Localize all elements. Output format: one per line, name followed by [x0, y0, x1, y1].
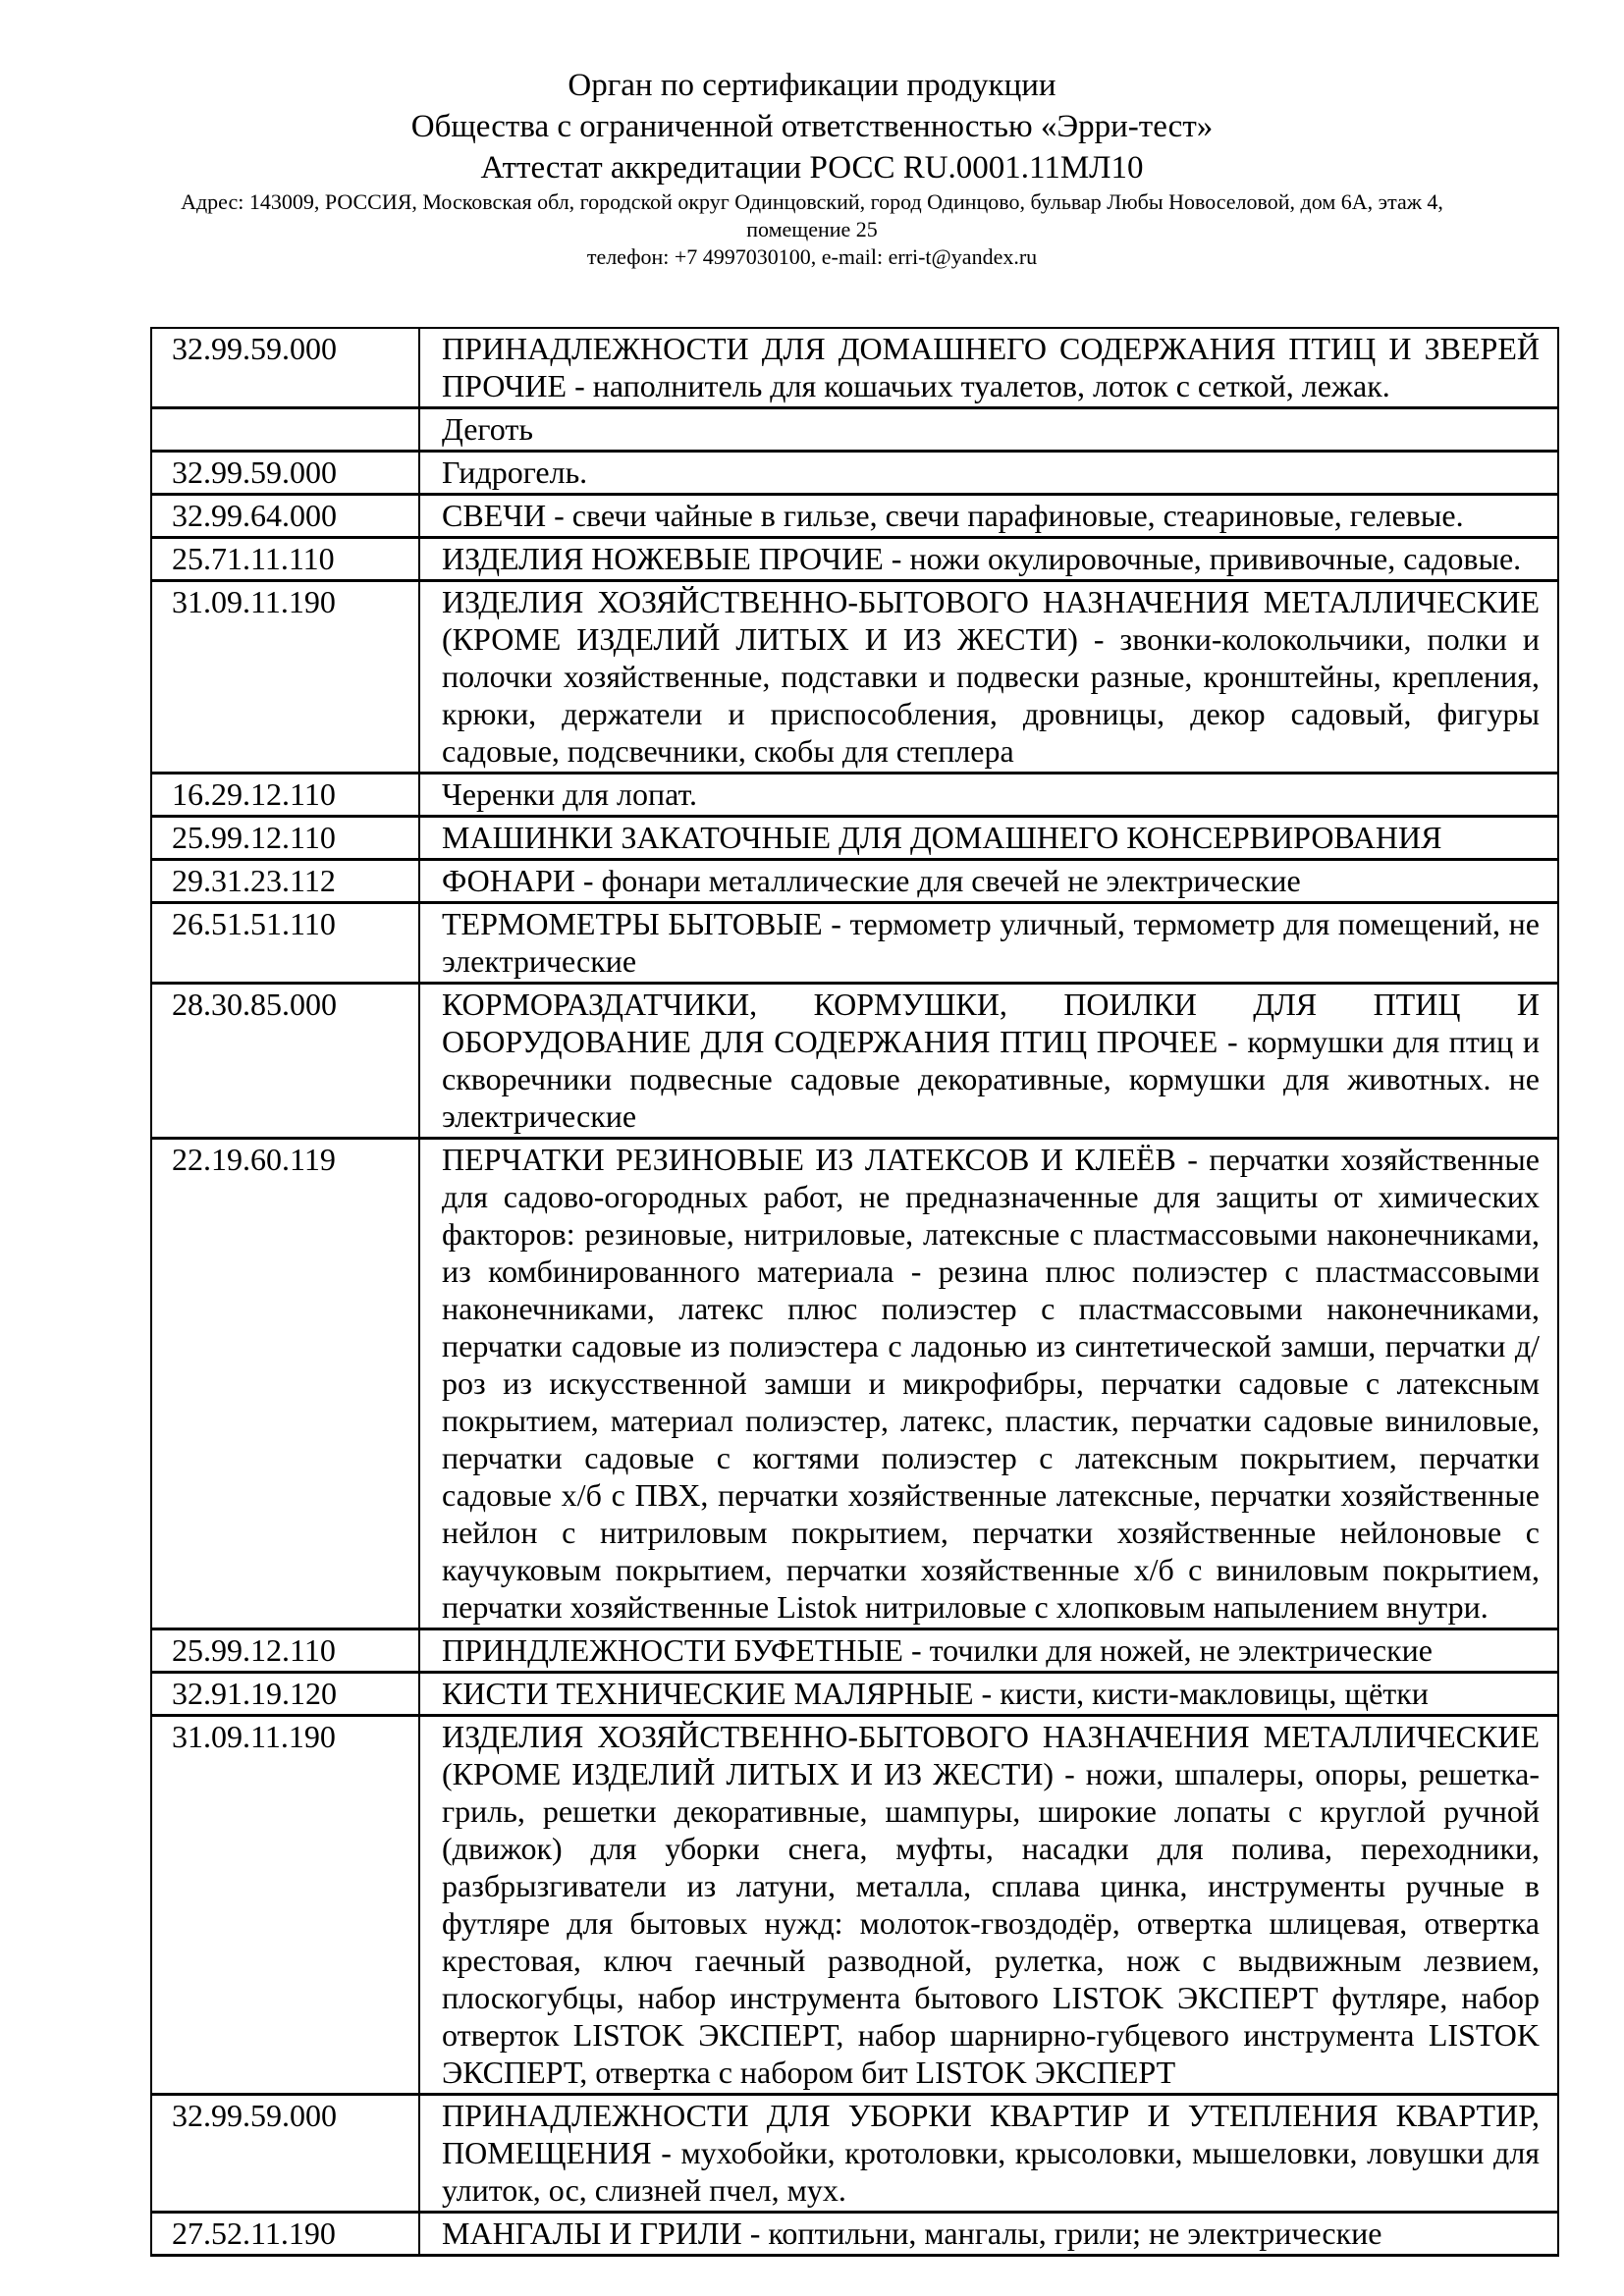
table-row: [151, 1716, 1558, 2095]
product-description-cell: ИЗДЕЛИЯ НОЖЕВЫЕ ПРОЧИЕ - ножи окулировочные, прививочные, садовые.: [419, 538, 1558, 581]
table-row: [151, 984, 1558, 1139]
product-description-cell: ИЗДЕЛИЯ ХОЗЯЙСТВЕННО-БЫТОВОГО НАЗНАЧЕНИЯ МЕТАЛЛИЧЕСКИЕ (КРОМЕ ИЗДЕЛИЙ ЛИТЫХ И ИЗ ЖЕСТИ) - ножи, шпалеры, опоры, решетка-гриль, решетки декоративные, шампуры, широкие лопаты с круглой ручной (движок) для уборки снега, муфты, насадки для полива, переходники, разбрызгиватели из латуни, металла, сплава цинка, инструменты ручные в футляре для бытовых нужд: молоток-гвоздодёр, отвертка шлицевая, отвертка крестовая, ключ гаечный разводной, рулетка, нож с выдвижным лезвием, плоскогубцы, набор инструмента бытового LISTOK ЭКСПЕРТ футляре, набор отверток LISTOK ЭКСПЕРТ, набор шарнирно-губцевого инструмента LISTOK ЭКСПЕРТ, отвертка с набором бит LISTOK ЭКСПЕРТ: [419, 1716, 1558, 2095]
product-code-cell: 28.30.85.000: [151, 984, 419, 1139]
address-line-1: Адрес: 143009, РОССИЯ, Московская обл, городской округ Одинцовский, город Одинцово, бульвар Любы Новоселовой, дом 6А, этаж 4,: [181, 189, 1443, 214]
address-line-2: помещение 25: [746, 217, 878, 241]
product-code-cell: 16.29.12.110: [151, 774, 419, 817]
table-row: [151, 817, 1558, 860]
product-description-cell: Деготь: [419, 408, 1558, 452]
product-description-cell: СВЕЧИ - свечи чайные в гильзе, свечи парафиновые, стеариновые, гелевые.: [419, 495, 1558, 538]
table-row: [151, 1673, 1558, 1716]
table-row: [151, 581, 1558, 774]
table-row: [151, 903, 1558, 984]
product-code-cell: 29.31.23.112: [151, 860, 419, 903]
product-description-cell: ФОНАРИ - фонари металлические для свечей не электрические: [419, 860, 1558, 903]
product-code-cell: 32.99.59.000: [151, 328, 419, 408]
product-code-cell: 31.09.11.190: [151, 1716, 419, 2095]
table-row: [151, 328, 1558, 408]
document-header: [0, 0, 1624, 271]
table-row: [151, 452, 1558, 495]
certification-body-title: Орган по сертификации продукции: [568, 68, 1056, 103]
product-description-cell: Черенки для лопат.: [419, 774, 1558, 817]
accreditation-number: Аттестат аккредитации РОСС RU.0001.11МЛ10: [480, 150, 1144, 186]
products-table-body: [151, 328, 1558, 2256]
product-description-cell: ИЗДЕЛИЯ ХОЗЯЙСТВЕННО-БЫТОВОГО НАЗНАЧЕНИЯ МЕТАЛЛИЧЕСКИЕ (КРОМЕ ИЗДЕЛИЙ ЛИТЫХ И ИЗ ЖЕСТИ) - звонки-колокольчики, полки и полочки хозяйственные, подставки и подвески разные, кронштейны, крепления, крюки, держатели и приспособления, дровницы, декор садовый, фигуры садовые, подсвечники, скобы для степлера: [419, 581, 1558, 774]
product-code-cell: 26.51.51.110: [151, 903, 419, 984]
table-row: [151, 1139, 1558, 1629]
product-code-cell: 27.52.11.190: [151, 2213, 419, 2256]
product-description-cell: МАНГАЛЫ И ГРИЛИ - коптильни, мангалы, грили; не электрические: [419, 2213, 1558, 2256]
product-code-cell: 25.99.12.110: [151, 817, 419, 860]
product-description-cell: ПРИНДЛЕЖНОСТИ БУФЕТНЫЕ - точилки для ножей, не электрические: [419, 1629, 1558, 1673]
table-row: [151, 2213, 1558, 2256]
product-code-cell: 32.99.59.000: [151, 2095, 419, 2213]
product-description-cell: ПРИНАДЛЕЖНОСТИ ДЛЯ ДОМАШНЕГО СОДЕРЖАНИЯ ПТИЦ И ЗВЕРЕЙ ПРОЧИЕ - наполнитель для кошачьих туалетов, лоток с сеткой, лежак.: [419, 328, 1558, 408]
product-code-cell: 25.71.11.110: [151, 538, 419, 581]
contact-line: телефон: +7 4997030100, e-mail: erri-t@yandex.ru: [586, 244, 1038, 269]
product-code-cell: 31.09.11.190: [151, 581, 419, 774]
product-code-cell: 22.19.60.119: [151, 1139, 419, 1629]
table-row: [151, 860, 1558, 903]
product-code-cell: 32.99.64.000: [151, 495, 419, 538]
table-row: [151, 774, 1558, 817]
product-description-cell: КИСТИ ТЕХНИЧЕСКИЕ МАЛЯРНЫЕ - кисти, кисти-макловицы, щётки: [419, 1673, 1558, 1716]
product-code-cell: 32.99.59.000: [151, 452, 419, 495]
table-row: [151, 495, 1558, 538]
product-description-cell: Гидрогель.: [419, 452, 1558, 495]
product-description-cell: МАШИНКИ ЗАКАТОЧНЫЕ ДЛЯ ДОМАШНЕГО КОНСЕРВИРОВАНИЯ: [419, 817, 1558, 860]
table-row: [151, 2095, 1558, 2213]
product-description-cell: ПРИНАДЛЕЖНОСТИ ДЛЯ УБОРКИ КВАРТИР И УТЕПЛЕНИЯ КВАРТИР, ПОМЕЩЕНИЯ - мухобойки, кротоловки, крысоловки, мышеловки, ловушки для улиток, ос, слизней пчел, мух.: [419, 2095, 1558, 2213]
products-table: [150, 327, 1559, 2257]
organization-name: Общества с ограниченной ответственностью «Эрри-тест»: [410, 109, 1214, 144]
product-code-cell: 25.99.12.110: [151, 1629, 419, 1673]
table-row: [151, 408, 1558, 452]
table-row: [151, 1629, 1558, 1673]
product-description-cell: КОРМОРАЗДАТЧИКИ, КОРМУШКИ, ПОИЛКИ ДЛЯ ПТИЦ И ОБОРУДОВАНИЕ ДЛЯ СОДЕРЖАНИЯ ПТИЦ ПРОЧЕЕ - кормушки для птиц и скворечники подвесные садовые декоративные, кормушки для животных. не электрические: [419, 984, 1558, 1139]
table-row: [151, 538, 1558, 581]
product-description-cell: ТЕРМОМЕТРЫ БЫТОВЫЕ - термометр уличный, термометр для помещений, не электрические: [419, 903, 1558, 984]
product-code-cell: 32.91.19.120: [151, 1673, 419, 1716]
product-description-cell: ПЕРЧАТКИ РЕЗИНОВЫЕ ИЗ ЛАТЕКСОВ И КЛЕЁВ - перчатки хозяйственные для садово-огородных работ, не предназначенные для защиты от химических факторов: резиновые, нитриловые, латексные с пластмассовыми наконечниками, из комбинированного материала - резина плюс полиэстер с пластмассовыми наконечниками, латекс плюс полиэстер с пластмассовыми наконечниками, перчатки садовые из полиэстера с ладонью из синтетической замши, перчатки д/роз из искусственной замши и микрофибры, перчатки садовые с латексным покрытием, материал полиэстер, латекс, пластик, перчатки садовые виниловые, перчатки садовые с когтями полиэстер с латексным покрытием, перчатки садовые х/б с ПВХ, перчатки хозяйственные латексные, перчатки хозяйственные нейлон с нитриловым покрытием, перчатки хозяйственные нейлоновые с каучуковым покрытием, перчатки хозяйственные х/б с виниловым покрытием, перчатки хозяйственные Listok нитриловые с хлопковым напылением внутри.: [419, 1139, 1558, 1629]
product-code-cell: [151, 408, 419, 452]
